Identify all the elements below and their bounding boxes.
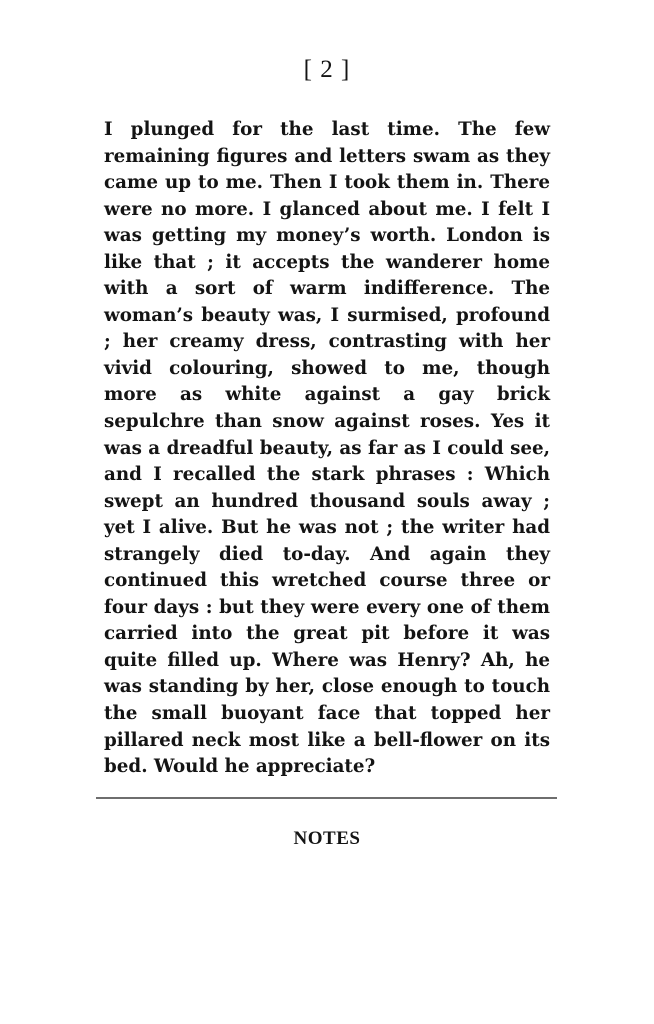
section-divider: [96, 797, 557, 799]
body-paragraph: I plunged for the last time. The few remaining figures and letters swam as they came up to me. Then I took them in. There were no more. I glanced about me. I felt I was getting my money’s worth. London is like that ; it accepts the wanderer home with a sort of warm indifference. The woman’s beauty was, I surmised, profound ; her creamy dress, contrasting with her vivid colouring, showed to me, though more as white against a gay brick sepulchre than snow against roses. Yes it was a dreadful beauty, as far as I could see, and I recalled the stark phrases : Which swept an hundred thousand souls away ; yet I alive. But he was not ; the writer had strangely died to-day. And again they continued this wretched course three or four days : but they were every one of them carried into the great pit before it was quite filled up. Where was Henry? Ah, he was standing by her, close enough to touch the small buoyant face that topped her pillared neck most like a bell-flower on its bed. Would he appreciate?: [104, 119, 550, 778]
notes-heading: NOTES: [293, 828, 361, 849]
page-number: [ 2 ]: [303, 56, 351, 83]
